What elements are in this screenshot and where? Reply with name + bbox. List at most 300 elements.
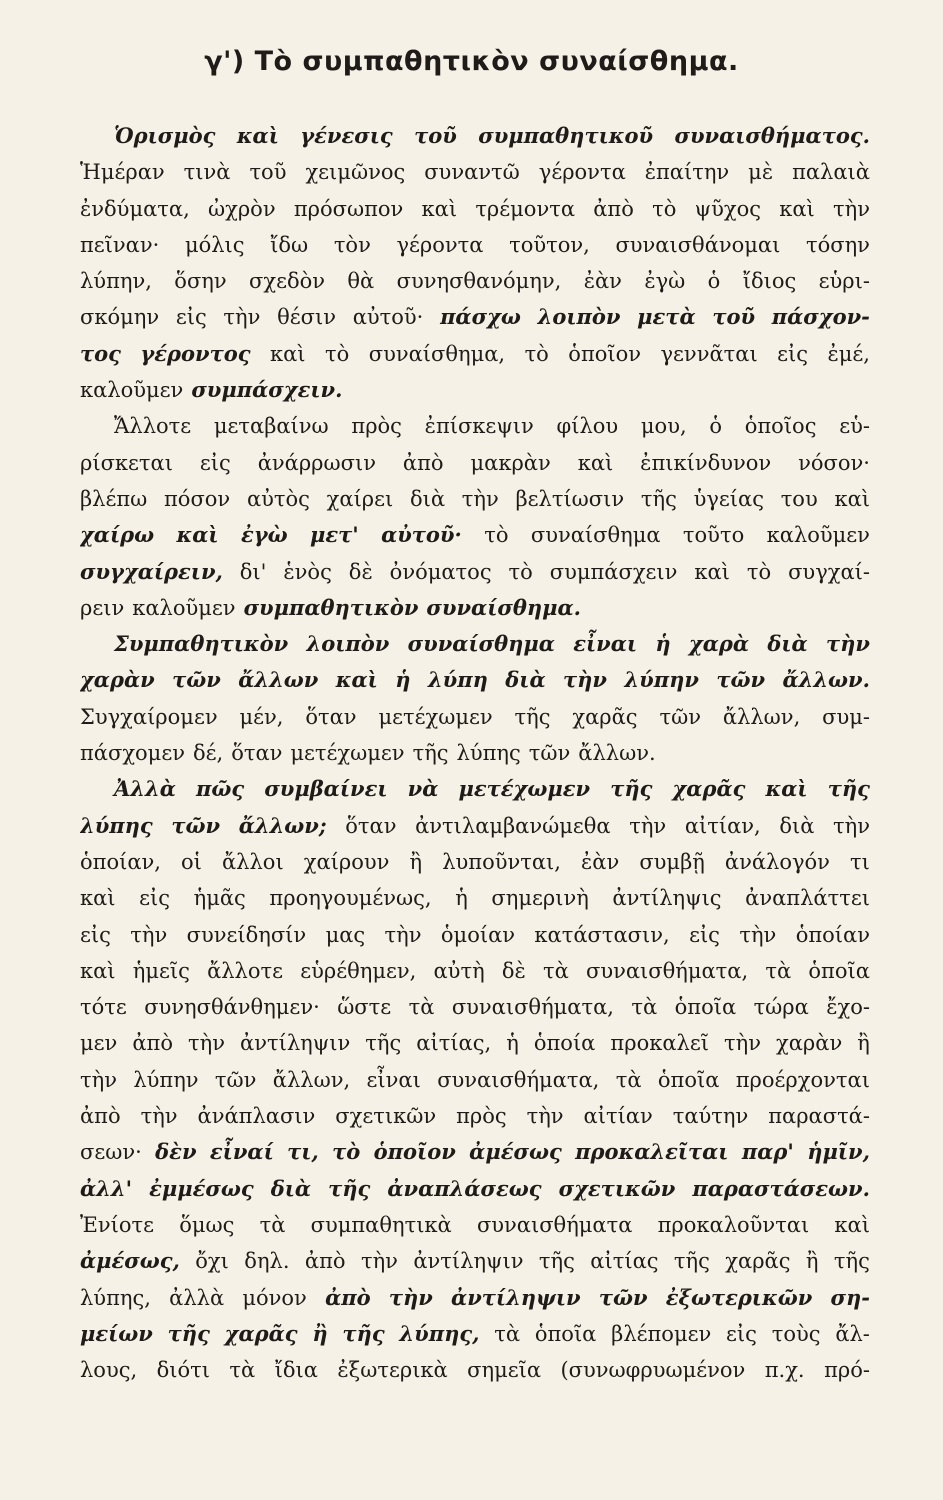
word: ἄλλοι: [222, 849, 284, 874]
word: τὰ: [408, 995, 435, 1020]
word: τὸν: [333, 232, 371, 257]
word: καλοῦμεν: [766, 523, 870, 548]
word: τὴν: [80, 1067, 117, 1092]
word: λυποῦνται,: [442, 849, 561, 874]
word: εἰς: [175, 305, 207, 330]
word: μακρὰν: [470, 450, 551, 475]
word: τοῦτο: [682, 523, 745, 548]
emphasis-word: χαίρω: [80, 522, 155, 548]
word: τὴν: [833, 813, 870, 838]
text-line: [80, 1207, 870, 1243]
word: καὶ: [80, 958, 116, 983]
emphasis-word: ἢ: [312, 1320, 328, 1346]
word: τὰ: [631, 995, 658, 1020]
word: τόσην: [805, 232, 870, 257]
word: ψῦχος: [694, 196, 761, 221]
word: ἢ: [805, 1249, 819, 1274]
word: μόνον: [242, 1285, 307, 1310]
word: ἴδιος: [742, 269, 797, 294]
word: πρὸς: [351, 414, 402, 439]
word: τὸ: [652, 196, 677, 221]
word: τὸ: [484, 523, 509, 548]
text-line: [80, 1352, 870, 1388]
emphasis-word: μετ': [309, 522, 359, 548]
emphasis-word: τῆς: [328, 1175, 371, 1201]
word: εἰς: [777, 341, 809, 366]
word: αἰτίας,: [416, 1031, 492, 1056]
word: καὶ: [834, 1212, 870, 1237]
word: συναισθάνομαι: [615, 232, 781, 257]
word: τὴν: [188, 1031, 225, 1056]
word: εἰς: [80, 922, 111, 947]
word: αἰτίαν: [583, 1104, 653, 1129]
emphasis-word: ἡμῖν,: [807, 1139, 870, 1165]
word: ὀνόματος: [389, 559, 492, 584]
emphasis-word: νὰ: [407, 776, 439, 802]
word: τῆς: [673, 1249, 710, 1274]
emphasis-word: διὰ: [270, 1175, 312, 1201]
word: τώρα: [753, 995, 809, 1020]
word: τὸ: [325, 341, 350, 366]
word: λους,: [80, 1358, 138, 1383]
word: συναίσθημα: [530, 523, 661, 548]
word: ταύτην: [672, 1104, 749, 1129]
word: εὑ-: [839, 414, 870, 439]
word: ἀντιλαμβανώμεθα: [415, 813, 611, 838]
emphasis-word: λύπης,: [399, 1320, 480, 1346]
word: συνείδησίν: [186, 922, 307, 947]
word: ἄλλων,: [272, 1067, 351, 1092]
emphasis-word: συμβαίνει: [264, 776, 388, 802]
word: συνησθανόμην,: [396, 269, 562, 294]
text-line: [80, 1134, 870, 1170]
word: του: [780, 486, 818, 511]
word: ἀλλὰ: [169, 1285, 225, 1310]
word: δι': [239, 559, 267, 584]
word: τρέμοντα: [475, 196, 576, 221]
word: καὶ: [834, 486, 870, 511]
emphasis-word: συναίσθημα.: [426, 594, 581, 620]
word: τοῦ: [249, 160, 287, 185]
word: τινὰ: [183, 160, 231, 185]
emphasis-word: συμπαθητικοῦ: [478, 123, 654, 148]
emphasis-word: λοιπὸν: [306, 631, 390, 657]
text-line: [80, 1062, 870, 1098]
word: εὑρι-: [818, 269, 870, 294]
emphasis-word: τῶν: [172, 667, 221, 693]
emphasis-word: μετέχωμεν: [458, 776, 591, 802]
word: σχετικῶν: [335, 1104, 437, 1129]
emphasis-word: αὐτοῦ·: [381, 522, 462, 548]
word: ὁποῖα: [657, 1067, 720, 1092]
emphasis-word: ἄλλων.: [782, 667, 870, 693]
emphasis-word: Ἀλλὰ: [114, 776, 176, 802]
emphasis-word: μείων: [80, 1320, 153, 1346]
word: καὶ: [80, 886, 116, 911]
word: τῆς: [833, 1249, 870, 1274]
word: συναισθήματα,: [437, 1067, 600, 1092]
text-line: [80, 1316, 870, 1352]
word: ἡμεῖς: [132, 958, 190, 983]
word: λύπης: [456, 741, 521, 766]
emphasis-word: χαρᾶς: [672, 776, 746, 802]
emphasis-word: ἡ: [395, 667, 411, 693]
emphasis-word: Ὁρισμὸς: [114, 123, 216, 148]
text-line: [80, 953, 870, 989]
emphasis-word: παρ': [741, 1139, 794, 1165]
emphasis-word: χαρὰν: [80, 667, 155, 693]
word: ἀπὸ: [593, 196, 634, 221]
word: ὁποῖα: [674, 995, 737, 1020]
emphasis-word: τῆς: [342, 1320, 385, 1346]
emphasis-word: ἐξωτερικῶν: [665, 1284, 813, 1310]
emphasis-word: τὴν: [563, 667, 607, 693]
emphasis-word: ἄλλων;: [238, 812, 327, 838]
word: ἄλλων,: [722, 704, 801, 729]
word: χαρᾶς: [572, 704, 638, 729]
emphasis-word: ἀντίληψιν: [451, 1284, 581, 1310]
word: τὰ: [542, 958, 569, 983]
text-line: [80, 735, 870, 771]
word: σκόμην: [80, 305, 160, 330]
text-line: [80, 844, 870, 880]
word: ἀντίληψιν: [240, 1031, 351, 1056]
emphasis-word: παραστάσεων.: [692, 1175, 870, 1201]
text-line: [80, 1025, 870, 1061]
text-line: [80, 445, 870, 481]
emphasis-word: γένεσις: [300, 123, 393, 148]
word: (συνωφρυωμένον: [560, 1358, 746, 1383]
word: ὄχι: [195, 1249, 229, 1274]
word: ἀντίληψις: [612, 886, 722, 911]
word: τῶν: [659, 704, 701, 729]
emphasis-word: τοῦ: [414, 123, 457, 148]
emphasis-word: τῶν: [598, 1284, 648, 1310]
word: τῆς: [538, 1249, 575, 1274]
word: τὴν: [130, 922, 168, 947]
word: αἰτίαν,: [684, 813, 761, 838]
word: Ἄλλοτε: [114, 414, 192, 439]
text-line: [80, 1098, 870, 1134]
word: θέσιν: [277, 305, 336, 330]
word: συνησθάνθημεν·: [144, 995, 320, 1020]
word: σχεδὸν: [249, 269, 326, 294]
emphasis-word: εἶναι: [573, 631, 638, 657]
word: ἢ: [857, 1031, 870, 1056]
emphasis-word: λύπης: [80, 812, 153, 838]
emphasis-word: χαρὰ: [688, 631, 750, 657]
word: βελτίωσιν: [515, 486, 625, 511]
word: συναισθήματα,: [451, 995, 614, 1020]
word: τὰ: [615, 1067, 642, 1092]
word: συναντῶ: [424, 160, 520, 185]
emphasis-word: τὴν: [388, 1284, 433, 1310]
emphasis-word: τι,: [287, 1139, 319, 1165]
emphasis-word: λύπη: [427, 667, 488, 693]
emphasis-word: ἀναπλάσεως: [387, 1175, 542, 1201]
word: θὰ: [347, 269, 375, 294]
word: βλέπω: [80, 486, 148, 511]
word: τὴν: [461, 486, 499, 511]
word: ὁποίαν,: [80, 849, 161, 874]
word: ἀπὸ: [304, 1249, 346, 1274]
word: ἐνδύματα,: [80, 196, 190, 221]
word: ἡμᾶς: [193, 886, 246, 911]
word: ἀνάπλασιν: [197, 1104, 316, 1129]
emphasis-word: συμπαθητικὸν: [243, 594, 419, 620]
word: τὴν: [140, 1104, 178, 1129]
word: ἡ: [455, 886, 468, 911]
word: λύπης,: [80, 1285, 151, 1310]
word: ὁμοίαν: [440, 922, 516, 947]
word: σημερινὴ: [491, 886, 589, 911]
word: παραστά-: [768, 1104, 870, 1129]
word: ἀπὸ: [132, 1031, 173, 1056]
word: χαρᾶς: [725, 1249, 791, 1274]
word: συναίσθημα,: [368, 341, 506, 366]
word: ὑγείας: [693, 486, 764, 511]
text-line: [80, 154, 870, 190]
word: καὶ: [421, 196, 458, 221]
word: μεταβαίνω: [213, 414, 329, 439]
emphasis-word: συναισθήματος.: [674, 123, 870, 148]
emphasis-word: διὰ: [767, 631, 808, 657]
text-line: [80, 699, 870, 735]
word: διὰ: [410, 486, 446, 511]
word: ὥστε: [337, 995, 392, 1020]
text-line: [80, 372, 870, 408]
word: τὴν: [739, 922, 777, 947]
word: συμβῇ: [639, 849, 705, 874]
word: τὰ: [765, 958, 792, 983]
word: καλοῦμεν: [80, 378, 184, 403]
word: ἀνάρρωσιν: [257, 450, 376, 475]
word: εἰς: [139, 886, 171, 911]
emphasis-word: πῶς: [196, 776, 245, 802]
word: συγχαί-: [788, 559, 870, 584]
word: π.χ.: [764, 1358, 805, 1383]
emphasis-word: τῆς: [827, 776, 870, 802]
emphasis-word: τὴν: [825, 631, 870, 657]
word: πεῖναν·: [80, 232, 160, 257]
word: εἶναι: [366, 1067, 421, 1092]
section-heading: γ') Τὸ συμπαθητικὸν συναίσθημα.: [204, 46, 739, 77]
text-line: [80, 1171, 870, 1207]
text-line: [80, 989, 870, 1025]
emphasis-word: χαρᾶς: [224, 1320, 298, 1346]
text-line: [80, 481, 870, 517]
word: τὴν: [833, 196, 870, 221]
emphasis-word: σχετικῶν: [558, 1175, 676, 1201]
text-line: [80, 336, 870, 372]
emphasis-word: καὶ: [335, 667, 378, 693]
emphasis-word: ἡ: [655, 631, 671, 657]
word: τῶν: [214, 1067, 257, 1092]
word: τὴν: [724, 1031, 761, 1056]
emphasis-word: ἄλλων: [238, 667, 319, 693]
word: τὰ: [494, 1321, 521, 1346]
word: λύπην: [133, 1067, 199, 1092]
word: διότι: [156, 1358, 210, 1383]
word: τῶν: [528, 741, 571, 766]
word: γέροντα: [538, 160, 626, 185]
emphasis-word: τὸ: [332, 1139, 361, 1165]
emphasis-word: συγχαίρειν,: [80, 558, 223, 584]
word: τὴν: [526, 1104, 564, 1129]
word: ὁ: [707, 269, 721, 294]
emphasis-word: ἀλλ': [80, 1175, 133, 1201]
emphasis-word: δὲν: [155, 1139, 197, 1165]
word: δηλ.: [244, 1249, 290, 1274]
emphasis-word: τῆς: [610, 776, 653, 802]
word: ἄλ-: [835, 1321, 870, 1346]
text-line: [80, 1280, 870, 1316]
word: κατάστασιν,: [534, 922, 670, 947]
word: χαίρουν: [303, 849, 390, 874]
emphasis-word: διὰ: [505, 667, 546, 693]
word: ὅταν: [305, 704, 357, 729]
word: ὅταν: [231, 741, 283, 766]
word: ἐπαίτην: [644, 160, 730, 185]
word: χειμῶνος: [305, 160, 406, 185]
word: αὐτὸς: [246, 486, 310, 511]
word: Συγχαίρομεν: [80, 704, 218, 729]
emphasis-word: συμπάσχειν.: [191, 377, 343, 403]
word: τὸ: [508, 559, 533, 584]
word: οἱ: [181, 849, 202, 874]
word: Ἡμέραν: [80, 160, 165, 185]
word: σεων·: [80, 1140, 142, 1165]
emphasis-word: ση-: [830, 1284, 870, 1310]
word: ἑνὸς: [283, 559, 332, 584]
emphasis-word: πάσχον-: [771, 304, 870, 330]
word: μὲ: [748, 160, 774, 185]
emphasis-word: ἐμμέσως: [149, 1175, 254, 1201]
word: τὰ: [229, 1358, 256, 1383]
word: τότε: [80, 995, 127, 1020]
text-line: [80, 771, 870, 807]
emphasis-word: τῆς: [167, 1320, 210, 1346]
word: πρόσωπον: [293, 196, 404, 221]
word: τοὺς: [771, 1321, 821, 1346]
word: ἄλλων.: [578, 741, 656, 766]
word: προέρχονται: [735, 1067, 870, 1092]
word: ὁποῖα: [808, 958, 870, 983]
word: τῆς: [412, 741, 449, 766]
word: σημεῖα: [467, 1358, 542, 1383]
text-line: [80, 118, 870, 154]
word: ἐὰν: [583, 269, 622, 294]
word: δέ,: [192, 741, 224, 766]
emphasis-word: ἀμέσως: [469, 1139, 562, 1165]
word: τὸ: [746, 559, 772, 584]
word: Ἐνίοτε: [80, 1212, 155, 1237]
emphasis-word: γέροντος: [140, 340, 251, 366]
word: ἐπίσκεψιν: [424, 414, 534, 439]
word: μου,: [640, 414, 687, 439]
word: συναισθήματα,: [586, 958, 749, 983]
emphasis-word: λύπην: [624, 667, 699, 693]
word: ὁ: [709, 414, 723, 439]
word: καλοῦμεν: [132, 595, 236, 620]
word: τὰ: [259, 1212, 286, 1237]
word: εὑρέθημεν,: [300, 958, 417, 983]
emphasis-word: προκαλεῖται: [575, 1139, 729, 1165]
emphasis-word: Συμπαθητικὸν: [114, 631, 289, 657]
word: ὅταν: [345, 813, 397, 838]
word: τὴν: [629, 813, 667, 838]
text-line: [80, 626, 870, 662]
text-line: [80, 517, 870, 553]
word: αἰτίας: [590, 1249, 659, 1274]
word: τι: [850, 849, 870, 874]
word: ἡ: [506, 1031, 519, 1056]
word: τὴν: [384, 922, 422, 947]
word: συμπάσχειν: [549, 559, 678, 584]
word: ἐγὼ: [644, 269, 686, 294]
word: τοῦτον,: [509, 232, 590, 257]
word: διὰ: [779, 813, 815, 838]
word: ἀναπλάττει: [745, 886, 870, 911]
word: πάσχομεν: [80, 741, 185, 766]
text-line: [80, 880, 870, 916]
word: πρὸς: [456, 1104, 507, 1129]
word: εἰς: [726, 1321, 757, 1346]
word: τὴν: [360, 1249, 398, 1274]
word: ἀνάλογόν: [724, 849, 830, 874]
word: πρό-: [824, 1358, 870, 1383]
word: ὁποῖα: [534, 1321, 597, 1346]
emphasis-word: τῶν: [171, 812, 221, 838]
word: ὁποῖος: [744, 414, 817, 439]
word: γέροντα: [396, 232, 484, 257]
word: τῆς: [514, 704, 551, 729]
word: γεννᾶται: [660, 341, 758, 366]
emphasis-word: πάσχω: [440, 304, 521, 330]
word: δὲ: [501, 958, 526, 983]
body-text: [80, 118, 870, 1388]
emphasis-word: καὶ: [765, 776, 808, 802]
emphasis-word: συναίσθημα: [407, 631, 555, 657]
word: ὁποίαν: [795, 922, 870, 947]
word: ἐπικίνδυνον: [640, 450, 772, 475]
text-line: [80, 554, 870, 590]
text-line: [80, 408, 870, 444]
word: μας: [325, 922, 366, 947]
word: ἢ: [409, 849, 423, 874]
word: μόλις: [184, 232, 245, 257]
emphasis-word: τοῦ: [712, 304, 756, 330]
word: ρειν: [80, 595, 125, 620]
word: τὴν: [223, 305, 261, 330]
word: μεν: [80, 1031, 118, 1056]
text-line: [80, 662, 870, 698]
word: φίλου: [556, 414, 619, 439]
word: καὶ: [694, 559, 730, 584]
word: ἀπὸ: [402, 450, 444, 475]
word: ὁποία: [533, 1031, 596, 1056]
word: ἴδω: [270, 232, 309, 257]
emphasis-word: τῶν: [716, 667, 766, 693]
emphasis-word: μετὰ: [637, 304, 696, 330]
word: εἰς: [199, 450, 231, 475]
word: τῆς: [365, 1031, 402, 1056]
word: ἄλλοτε: [207, 958, 284, 983]
emphasis-word: καὶ: [236, 123, 279, 148]
word: χαίρει: [326, 486, 394, 511]
word: μετέχωμεν: [378, 704, 493, 729]
emphasis-word: ὁποῖον: [373, 1139, 456, 1165]
